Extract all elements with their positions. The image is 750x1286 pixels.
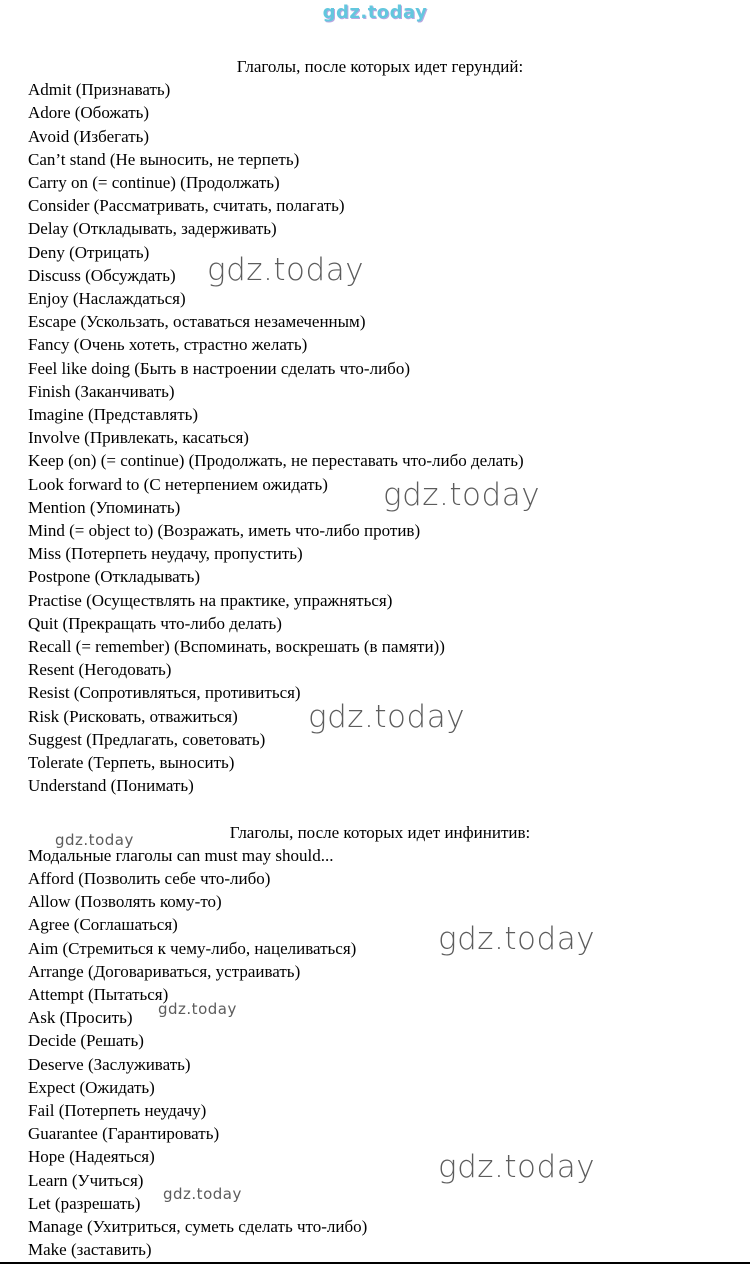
verb-list-item: Keep (on) (= continue) (Продолжать, не переставать что-либо делать): [28, 451, 524, 471]
verb-list-item: Avoid (Избегать): [28, 126, 150, 146]
verb-list-item: Afford (Позволить себе что-либо): [28, 868, 271, 888]
verb-list-item: Mention (Упоминать): [28, 497, 181, 517]
watermark-top: gdz.today: [322, 2, 428, 23]
watermark-learn: gdz.today: [438, 1149, 596, 1185]
verb-list-item: Suggest (Предлагать, советовать): [28, 729, 266, 749]
verb-list-item: Practise (Осуществлять на практике, упражняться): [28, 590, 393, 610]
watermark-aim: gdz.today: [438, 921, 596, 957]
verb-list-item: Finish (Заканчивать): [28, 381, 175, 401]
verb-list-item: Ask (Просить): [28, 1008, 133, 1028]
infinitive-verb-list: [28, 844, 732, 1262]
verb-list-item: Understand (Понимать): [28, 776, 194, 796]
verb-list-item: Look forward to (С нетерпением ожидать): [28, 474, 328, 494]
verb-list-item: Learn (Учиться): [28, 1170, 144, 1190]
verb-list-item: Fail (Потерпеть неудачу): [28, 1100, 207, 1120]
verb-list-item: Deserve (Заслуживать): [28, 1054, 191, 1074]
watermark-let: gdz.today: [163, 1185, 242, 1203]
verb-list-item: Attempt (Пытаться): [28, 984, 169, 1004]
infinitive-section-heading: Глаголы, после которых идет инфинитив:: [229, 822, 531, 842]
verb-list-item: Guarantee (Гарантировать): [28, 1124, 220, 1144]
verb-list-item: Can’t stand (Не выносить, не терпеть): [28, 149, 300, 169]
verb-list-item: Make (заставить): [28, 1240, 152, 1260]
watermark-discuss: gdz.today: [207, 252, 365, 288]
verb-list-item: Adore (Обожать): [28, 103, 150, 123]
verb-list-item: Imagine (Представлять): [28, 405, 199, 425]
watermark-risk: gdz.today: [308, 699, 466, 735]
verb-list-item: Deny (Отрицать): [28, 242, 150, 262]
verb-list-item: Fancy (Очень хотеть, страстно желать): [28, 335, 308, 355]
verb-list-item: Decide (Решать): [28, 1031, 144, 1051]
verb-list-item: Miss (Потерпеть неудачу, пропустить): [28, 544, 303, 564]
verb-list-item: Involve (Привлекать, касаться): [28, 428, 249, 448]
verb-list-item: Quit (Прекращать что-либо делать): [28, 613, 282, 633]
watermark-modal-verbs: gdz.today: [55, 831, 134, 849]
verb-list-item: Arrange (Договариваться, устраивать): [28, 961, 301, 981]
verb-list-item: Feel like doing (Быть в настроении сделать что-либо): [28, 358, 410, 378]
verb-list-item: Delay (Откладывать, задерживать): [28, 219, 277, 239]
verb-list-item: Resent (Негодовать): [28, 660, 172, 680]
verb-list-item: Expect (Ожидать): [28, 1077, 155, 1097]
infinitive-section: [28, 821, 732, 1262]
verb-list-item: Agree (Соглашаться): [28, 915, 178, 935]
verb-list-item: Модальные глаголы can must may should...: [28, 845, 334, 865]
verb-list-item: Resist (Сопротивляться, противиться): [28, 683, 301, 703]
verb-list-item: Recall (= remember) (Вспоминать, воскрешать (в памяти)): [28, 637, 445, 657]
gerund-section-heading: Глаголы, после которых идет герундий:: [236, 57, 524, 76]
gerund-section: [28, 55, 732, 798]
verb-list-item: Aim (Стремиться к чему-либо, нацеливаться): [28, 938, 357, 958]
watermark-ask: gdz.today: [158, 1000, 237, 1018]
verb-list-item: Enjoy (Наслаждаться): [28, 289, 186, 309]
watermark-mention: gdz.today: [383, 477, 541, 513]
verb-list-item: Allow (Позволять кому-то): [28, 892, 222, 912]
verb-list-item: Postpone (Откладывать): [28, 567, 201, 587]
verb-list-item: Admit (Признавать): [28, 80, 171, 100]
bottom-divider: [0, 1262, 750, 1264]
verb-list-item: Manage (Ухитриться, суметь сделать что-либо): [28, 1216, 368, 1236]
verb-list-item: Consider (Рассматривать, считать, полагать): [28, 196, 345, 216]
verb-list-item: Tolerate (Терпеть, выносить): [28, 753, 235, 773]
verb-list-item: Escape (Ускользать, оставаться незамеченным): [28, 312, 366, 332]
verb-list-item: Carry on (= continue) (Продолжать): [28, 173, 280, 193]
verb-list-item: Risk (Рисковать, отважиться): [28, 706, 238, 726]
verb-list-item: Mind (= object to) (Возражать, иметь что-либо против): [28, 521, 421, 541]
gerund-verb-list: [28, 78, 732, 797]
verb-list-item: Let (разрешать): [28, 1193, 141, 1213]
verb-list-item: Discuss (Обсуждать): [28, 265, 176, 285]
verb-list-item: Hope (Надеяться): [28, 1147, 155, 1167]
